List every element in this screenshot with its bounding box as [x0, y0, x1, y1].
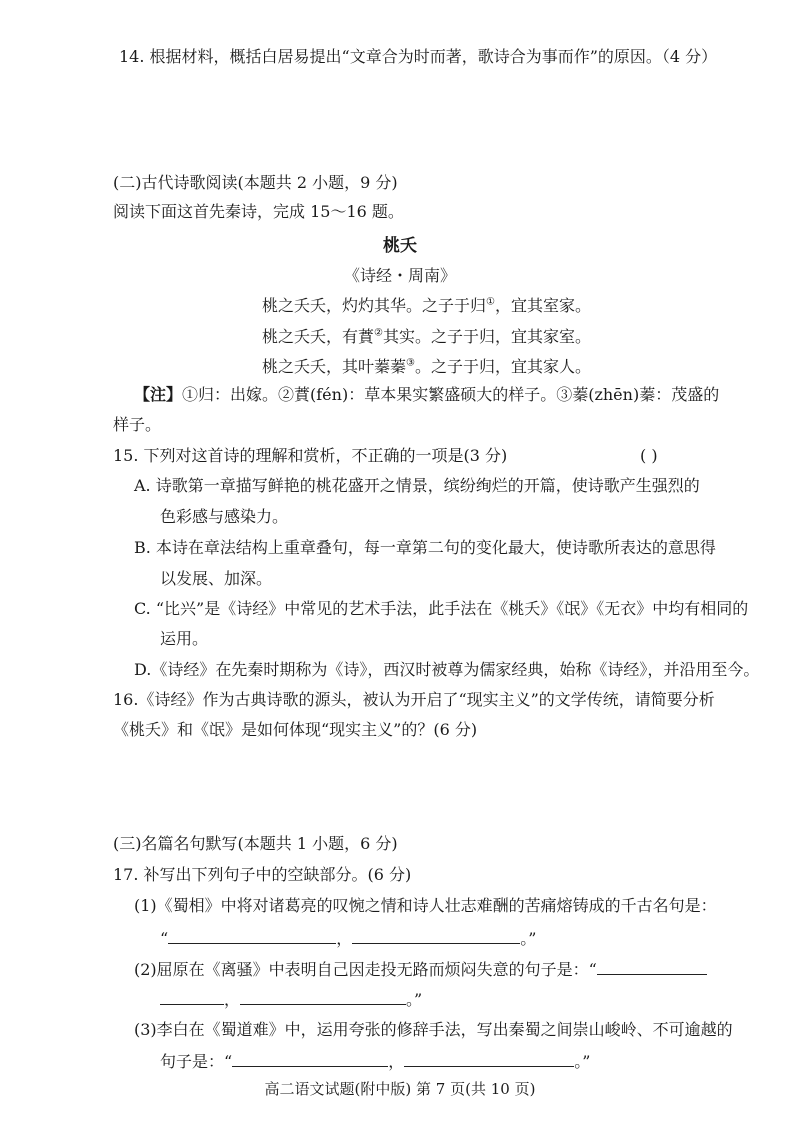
section-2-instruction: 阅读下面这首先秦诗，完成 15～16 题。 — [113, 202, 404, 221]
section-2-heading: (二)古代诗歌阅读(本题共 2 小题，9 分) — [113, 173, 398, 192]
question-17-item-3: (3)李白在《蜀道难》中，运用夸张的修辞手法，写出秦蜀之间崇山峻岭、不可逾越的 — [134, 1020, 733, 1039]
question-14: 14. 根据材料，概括白居易提出“文章合为时而著，歌诗合为事而作”的原因。（4 分） — [119, 47, 718, 66]
option-c-line-2: 运用。 — [160, 629, 209, 648]
answer-parentheses: ( ) — [640, 446, 658, 465]
answer-blank[interactable] — [597, 958, 707, 975]
question-17-item-1: (1)《蜀相》中将对诸葛亮的叹惋之情和诗人壮志难酬的苦痛熔铸成的千古名句是： — [134, 896, 717, 915]
question-17-item-2: (2)屈原在《离骚》中表明自己因走投无路而烦闷失意的句子是：“ — [134, 958, 707, 981]
note-label: 【注】 — [134, 385, 183, 404]
option-a-line-1: A. 诗歌第一章描写鲜艳的桃花盛开之情景，缤纷绚烂的开篇，使诗歌产生强烈的 — [134, 476, 700, 495]
answer-blank[interactable] — [240, 988, 406, 1005]
poem-line-2: 桃之夭夭，有蕡②其实。之子于归，宜其家室。 — [262, 327, 591, 346]
poem-source: 《诗经・周南》 — [343, 266, 456, 285]
option-b-line-1: B. 本诗在章法结构上重章叠句，每一章第二句的变化最大，使诗歌所表达的意思得 — [134, 538, 716, 557]
question-16-line-2: 《桃夭》和《氓》是如何体现“现实主义”的？(6 分) — [113, 720, 478, 739]
question-16-line-1: 16.《诗经》作为古典诗歌的源头，被认为开启了“现实主义”的文学传统，请简要分析 — [113, 690, 715, 709]
poem-title: 桃夭 — [383, 236, 417, 256]
option-b-line-2: 以发展、加深。 — [160, 569, 273, 588]
item-1-answer-line: “ ， 。” — [160, 929, 537, 948]
note-line-2: 样子。 — [113, 415, 162, 434]
question-15-stem: 15. 下列对这首诗的理解和赏析，不正确的一项是(3 分) — [113, 446, 508, 465]
poem-line-3: 桃之夭夭，其叶蓁蓁③。之子于归，宜其家人。 — [262, 357, 591, 376]
answer-blank[interactable] — [404, 1050, 574, 1067]
section-3-heading: (三)名篇名句默写(本题共 1 小题，6 分) — [113, 834, 398, 853]
option-c-line-1: C. “比兴”是《诗经》中常见的艺术手法，此手法在《桃夭》《氓》《无衣》中均有相同的 — [134, 599, 749, 618]
answer-blank[interactable] — [160, 988, 224, 1005]
option-a-line-2: 色彩感与感染力。 — [160, 507, 289, 526]
option-d: D.《诗经》在先秦时期称为《诗》，西汉时被尊为儒家经典，始称《诗经》，并沿用至今。 — [134, 660, 760, 679]
answer-blank[interactable] — [168, 927, 336, 944]
poem-line-1: 桃之夭夭，灼灼其华。之子于归①，宜其室家。 — [262, 296, 591, 315]
item-2-answer-line: ， 。” — [160, 988, 422, 1011]
page-footer: 高二语文试题(附中版) 第 7 页(共 10 页) — [264, 1080, 536, 1098]
answer-blank[interactable] — [352, 927, 520, 944]
note-line-1: 【注】①归：出嫁。②蕡(fén)：草本果实繁盛硕大的样子。③蓁(zhēn)蓁：茂盛的 — [134, 385, 720, 404]
question-17: 17. 补写出下列句子中的空缺部分。(6 分) — [113, 865, 412, 884]
item-3-answer-line: 句子是：“ ， 。” — [160, 1052, 591, 1071]
answer-blank[interactable] — [232, 1050, 388, 1067]
